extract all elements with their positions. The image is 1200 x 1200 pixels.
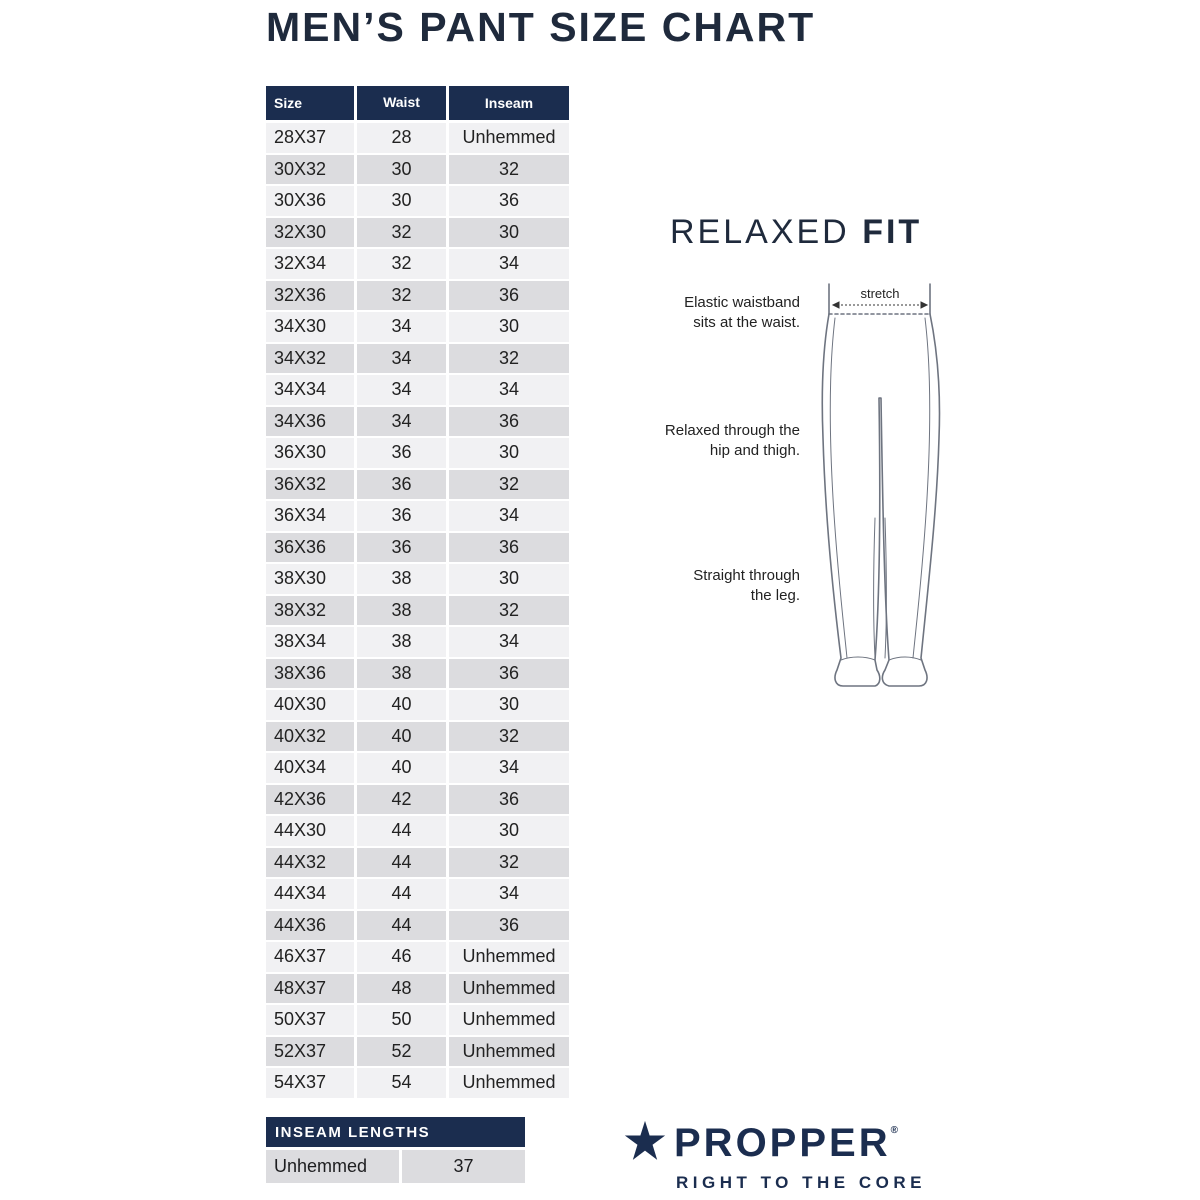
table-row: [266, 501, 569, 531]
table-row: [266, 1037, 569, 1067]
inseam-cell: 34: [449, 375, 569, 405]
waist-cell: 28: [357, 123, 446, 153]
table-row: [266, 911, 569, 941]
inseam-cell: 36: [449, 911, 569, 941]
size-cell: 46X37: [266, 942, 354, 972]
fit-title-light: RELAXED: [670, 213, 850, 251]
fit-note-line: Straight through: [693, 567, 800, 584]
brand-name-text: PROPPER: [674, 1121, 891, 1165]
waist-cell: 42: [357, 785, 446, 815]
size-cell: 38X32: [266, 596, 354, 626]
pants-illustration: [815, 278, 950, 698]
table-row: [266, 123, 569, 153]
inseam-cell: 34: [449, 249, 569, 279]
size-table-header: [266, 86, 569, 120]
size-cell: 44X36: [266, 911, 354, 941]
size-table-body: [266, 123, 569, 1100]
waist-cell: 54: [357, 1068, 446, 1098]
size-cell: 34X32: [266, 344, 354, 374]
waist-cell: 32: [357, 281, 446, 311]
inseam-cell: 36: [449, 659, 569, 689]
inseam-cell: 36: [449, 186, 569, 216]
table-row: [266, 312, 569, 342]
table-row: [266, 974, 569, 1004]
table-row: [266, 375, 569, 405]
inseam-cell: Unhemmed: [449, 123, 569, 153]
inseam-cell: 30: [449, 564, 569, 594]
header-waist: Waist: [357, 86, 446, 120]
size-cell: 32X30: [266, 218, 354, 248]
size-cell: 38X34: [266, 627, 354, 657]
fit-note-line: hip and thigh.: [709, 442, 800, 459]
inseam-cell: Unhemmed: [449, 1037, 569, 1067]
table-row: [266, 659, 569, 689]
inseam-cell: 30: [449, 816, 569, 846]
header-inseam: Inseam: [449, 86, 569, 120]
waist-cell: 44: [357, 816, 446, 846]
fit-note-line: Relaxed through the: [664, 422, 800, 439]
waist-cell: 36: [357, 533, 446, 563]
waist-cell: 52: [357, 1037, 446, 1067]
inseam-cell: 30: [449, 690, 569, 720]
waist-cell: 38: [357, 659, 446, 689]
size-table: [266, 86, 569, 1100]
table-row: [266, 249, 569, 279]
size-cell: 44X32: [266, 848, 354, 878]
brand-logo: [624, 1118, 944, 1198]
size-cell: 40X34: [266, 753, 354, 783]
inseam-cell: 32: [449, 596, 569, 626]
table-row: [266, 218, 569, 248]
size-cell: 44X34: [266, 879, 354, 909]
size-cell: 30X36: [266, 186, 354, 216]
waist-cell: 38: [357, 564, 446, 594]
waist-cell: 40: [357, 753, 446, 783]
inseam-cell: 30: [449, 218, 569, 248]
waist-cell: 44: [357, 848, 446, 878]
size-cell: 36X32: [266, 470, 354, 500]
waist-cell: 34: [357, 407, 446, 437]
size-cell: 52X37: [266, 1037, 354, 1067]
inseam-cell: 36: [449, 785, 569, 815]
table-row: [266, 722, 569, 752]
table-row: [266, 879, 569, 909]
fit-note-line: Elastic waistband: [684, 294, 800, 311]
waist-cell: 36: [357, 470, 446, 500]
brand-tagline: RIGHT TO THE CORE: [676, 1173, 926, 1192]
inseam-lengths-header: INSEAM LENGTHS: [266, 1117, 525, 1147]
size-cell: 28X37: [266, 123, 354, 153]
star-icon: [624, 1120, 666, 1162]
table-row: [266, 1068, 569, 1098]
table-row: [266, 627, 569, 657]
inseam-cell: 34: [449, 753, 569, 783]
inseam-lengths-row: [266, 1150, 525, 1183]
table-row: [266, 690, 569, 720]
table-row: [266, 470, 569, 500]
waist-cell: 50: [357, 1005, 446, 1035]
inseam-cell: Unhemmed: [449, 1068, 569, 1098]
waist-cell: 32: [357, 249, 446, 279]
size-cell: 38X36: [266, 659, 354, 689]
table-row: [266, 407, 569, 437]
table-row: [266, 564, 569, 594]
inseam-cell: 36: [449, 533, 569, 563]
inseam-cell: Unhemmed: [449, 974, 569, 1004]
inseam-cell: 36: [449, 407, 569, 437]
inseam-cell: 30: [449, 312, 569, 342]
table-row: [266, 438, 569, 468]
waist-cell: 32: [357, 218, 446, 248]
waist-cell: 38: [357, 627, 446, 657]
inseam-lengths-label: Unhemmed: [266, 1150, 399, 1183]
table-row: [266, 785, 569, 815]
inseam-cell: Unhemmed: [449, 942, 569, 972]
table-row: [266, 344, 569, 374]
header-size: Size: [266, 86, 354, 120]
waist-cell: 40: [357, 722, 446, 752]
size-cell: 50X37: [266, 1005, 354, 1035]
table-row: [266, 533, 569, 563]
inseam-lengths-value: 37: [402, 1150, 525, 1183]
size-cell: 38X30: [266, 564, 354, 594]
waist-cell: 34: [357, 375, 446, 405]
inseam-cell: 32: [449, 155, 569, 185]
waist-cell: 44: [357, 879, 446, 909]
waist-cell: 34: [357, 312, 446, 342]
inseam-cell: 34: [449, 879, 569, 909]
size-cell: 34X30: [266, 312, 354, 342]
size-cell: 32X34: [266, 249, 354, 279]
table-row: [266, 281, 569, 311]
size-cell: 36X30: [266, 438, 354, 468]
table-row: [266, 1005, 569, 1035]
size-cell: 54X37: [266, 1068, 354, 1098]
fit-note-hip: [620, 421, 800, 461]
fit-note-line: the leg.: [750, 587, 800, 604]
size-cell: 40X30: [266, 690, 354, 720]
inseam-cell: Unhemmed: [449, 1005, 569, 1035]
waist-cell: 34: [357, 344, 446, 374]
table-row: [266, 596, 569, 626]
inseam-cell: 30: [449, 438, 569, 468]
inseam-cell: 32: [449, 470, 569, 500]
table-row: [266, 753, 569, 783]
registered-mark: ®: [890, 1125, 898, 1136]
size-cell: 48X37: [266, 974, 354, 1004]
waist-cell: 46: [357, 942, 446, 972]
fit-title-bold: FIT: [862, 213, 923, 251]
waist-cell: 44: [357, 911, 446, 941]
inseam-cell: 34: [449, 501, 569, 531]
table-row: [266, 155, 569, 185]
page-title: MEN’S PANT SIZE CHART: [266, 4, 816, 50]
table-row: [266, 186, 569, 216]
size-cell: 34X34: [266, 375, 354, 405]
size-cell: 40X32: [266, 722, 354, 752]
fit-title: [670, 213, 922, 252]
waist-cell: 30: [357, 186, 446, 216]
table-row: [266, 816, 569, 846]
waist-cell: 36: [357, 501, 446, 531]
size-cell: 36X34: [266, 501, 354, 531]
size-cell: 44X30: [266, 816, 354, 846]
fit-note-line: sits at the waist.: [693, 314, 800, 331]
size-cell: 42X36: [266, 785, 354, 815]
size-cell: 34X36: [266, 407, 354, 437]
inseam-lengths-table: [266, 1117, 525, 1183]
inseam-cell: 34: [449, 627, 569, 657]
table-row: [266, 848, 569, 878]
fit-note-leg: [640, 566, 800, 606]
table-row: [266, 942, 569, 972]
fit-note-waistband: [640, 293, 800, 333]
size-cell: 30X32: [266, 155, 354, 185]
brand-name: [674, 1121, 898, 1166]
waist-cell: 48: [357, 974, 446, 1004]
waist-cell: 30: [357, 155, 446, 185]
waist-cell: 40: [357, 690, 446, 720]
inseam-cell: 32: [449, 722, 569, 752]
inseam-cell: 36: [449, 281, 569, 311]
size-cell: 32X36: [266, 281, 354, 311]
inseam-cell: 32: [449, 848, 569, 878]
size-cell: 36X36: [266, 533, 354, 563]
inseam-cell: 32: [449, 344, 569, 374]
waist-cell: 38: [357, 596, 446, 626]
stretch-label: stretch: [860, 286, 900, 301]
waist-cell: 36: [357, 438, 446, 468]
